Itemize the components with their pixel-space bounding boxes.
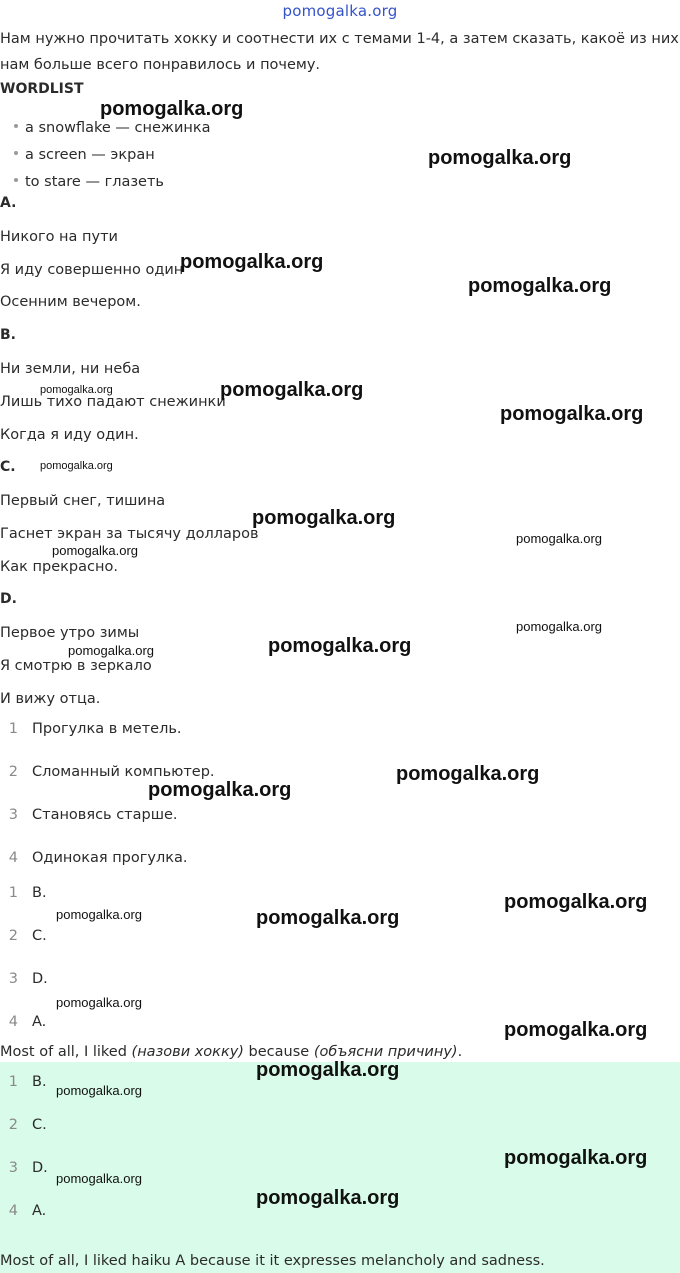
poem-line: Ни земли, ни неба: [0, 361, 141, 377]
watermark: pomogalka.org: [40, 460, 113, 472]
wordlist-item: a screen — экран: [14, 145, 155, 165]
wordlist-title: WORDLIST: [0, 81, 84, 97]
watermark: pomogalka.org: [100, 98, 244, 120]
watermark: pomogalka.org: [148, 779, 292, 801]
watermark: pomogalka.org: [516, 531, 602, 546]
poem-line: Я смотрю в зеркало: [0, 658, 152, 674]
watermark: pomogalka.org: [56, 907, 142, 922]
poem-line: Первый снег, тишина: [0, 493, 166, 509]
match-item: 2 C.: [8, 928, 47, 944]
watermark: pomogalka.org: [40, 384, 113, 396]
answer-sentence: Most of all, I liked haiku A because it it expresses melancholy and sadness.: [0, 1253, 545, 1269]
theme-item: 1 Прогулка в метель.: [8, 721, 182, 737]
watermark: pomogalka.org: [252, 507, 396, 529]
poem-label: C.: [0, 459, 16, 475]
watermark: pomogalka.org: [268, 635, 412, 657]
answer-match-item: 1 B.: [8, 1074, 47, 1090]
answer-match-item: 2 C.: [8, 1117, 47, 1133]
match-item: 4 A.: [8, 1014, 47, 1030]
poem-label: B.: [0, 327, 16, 343]
watermark: pomogalka.org: [396, 763, 540, 785]
watermark: pomogalka.org: [468, 275, 612, 297]
wordlist-item: a snowflake — снежинка: [14, 118, 211, 138]
wordlist-item: to stare — глазеть: [14, 172, 164, 192]
bullet-icon: [14, 151, 18, 155]
poem-line: Гаснет экран за тысячу долларов: [0, 526, 259, 542]
watermark: pomogalka.org: [56, 1171, 142, 1186]
theme-item: 4 Одинокая прогулка.: [8, 850, 188, 866]
watermark: pomogalka.org: [428, 147, 572, 169]
watermark: pomogalka.org: [68, 643, 154, 658]
answer-match-item: 4 A.: [8, 1203, 47, 1219]
watermark: pomogalka.org: [220, 379, 364, 401]
poem-line: Я иду совершенно один: [0, 262, 184, 278]
bullet-icon: [14, 124, 18, 128]
watermark: pomogalka.org: [180, 251, 324, 273]
intro-line-1: Нам нужно прочитать хокку и соотнести их с темами 1-4, а затем сказать, какоё из них: [0, 31, 679, 47]
match-item: 1 B.: [8, 885, 47, 901]
poem-line: Первое утро зимы: [0, 625, 140, 641]
poem-line: Никого на пути: [0, 229, 118, 245]
intro-line-2: нам больше всего понравилось и почему.: [0, 57, 321, 73]
poem-line: Когда я иду один.: [0, 427, 139, 443]
watermark: pomogalka.org: [516, 619, 602, 634]
poem-line: Осенним вечером.: [0, 294, 141, 310]
watermark: pomogalka.org: [256, 1059, 400, 1081]
watermark: pomogalka.org: [504, 1019, 648, 1041]
watermark: pomogalka.org: [256, 1187, 400, 1209]
theme-item: 3 Становясь старше.: [8, 807, 178, 823]
theme-item: 2 Сломанный компьютер.: [8, 764, 215, 780]
poem-label: A.: [0, 195, 17, 211]
watermark: pomogalka.org: [56, 1083, 142, 1098]
bullet-icon: [14, 178, 18, 182]
prompt-sentence: Most of all, I liked (назови хокку) because (объясни причину).: [0, 1044, 463, 1060]
watermark: pomogalka.org: [500, 403, 644, 425]
watermark: pomogalka.org: [56, 995, 142, 1010]
watermark: pomogalka.org: [256, 907, 400, 929]
poem-label: D.: [0, 591, 17, 607]
site-header[interactable]: pomogalka.org: [282, 2, 398, 20]
answer-match-item: 3 D.: [8, 1160, 48, 1176]
poem-line: Лишь тихо падают снежинки: [0, 394, 226, 410]
watermark: pomogalka.org: [52, 543, 138, 558]
poem-line: И вижу отца.: [0, 691, 101, 707]
poem-line: Как прекрасно.: [0, 559, 118, 575]
watermark: pomogalka.org: [504, 891, 648, 913]
watermark: pomogalka.org: [504, 1147, 648, 1169]
match-item: 3 D.: [8, 971, 48, 987]
